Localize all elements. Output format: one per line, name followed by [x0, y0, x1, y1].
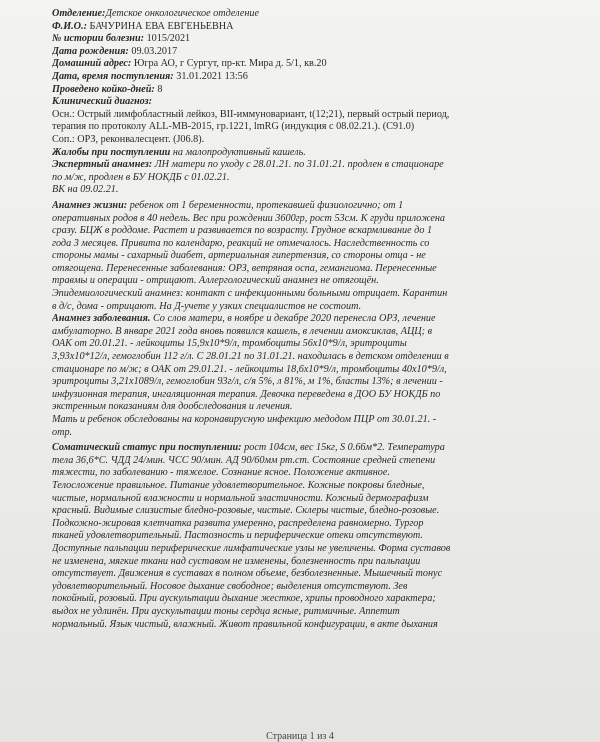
patient-header — [52, 8, 584, 109]
text-line: тканей удовлетворительный. Пастозность и периферические отеки отсутствуют. — [52, 530, 423, 542]
text-line: красный. Видимые слизистые бледно-розовые, чистые. Склеры чистые, бледно-розовые. — [52, 505, 440, 517]
text-line: нормальный. Язык чистый, влажный. Живот правильной конфигурации, в акте дыхания — [52, 618, 438, 630]
text-line: амбулаторно. В январе 2021 года вновь появился кашель, в лечении амоксиклав, АЦЦ; в — [52, 325, 433, 337]
address-line: Домашний адрес: Югра АО, г Сургут, пр-кт. Мира д. 5/1, кв.20 — [52, 58, 327, 70]
diagnosis-line: Соп.: ОРЗ, реконвалесцент. (J06.8). — [52, 133, 205, 145]
text-line: ОАК от 20.01.21. - лейкоциты 15,9х10*9/л, тромбоциты 56х10*9/л, эритроциты — [52, 338, 407, 350]
text-line: стороны мамы - сахарный диабет, артериальная гипертензия, со стороны отца - не — [52, 250, 426, 262]
text-line: эритроциты 3,21х1089/л, гемоглобин 93г/л, с/я 5%, л 81%, м 1%, бласты 13%; в лечении - — [52, 376, 443, 388]
department-line: Отделение:Детское онкологическое отделение — [52, 8, 260, 19]
diagnosis-line: Осн.: Острый лимфобластный лейкоз, BII-иммуновариант, t(12;21), первый острый период, — [52, 108, 450, 120]
diagnosis-block — [52, 109, 584, 147]
case-number-line: № истории болезни: 1015/2021 — [52, 33, 191, 45]
text-line: Мать и ребенок обследованы на коронавирусную инфекцию медодом ПЦР от 30.01.21. - — [52, 414, 437, 425]
text-line: тяжести, по заболеванию - тяжелое. Сознание ясное. Положение активное. — [52, 467, 390, 479]
text-line: ВК на 09.02.21. — [52, 184, 119, 196]
text-line: стационаре по м/ж; в ОАК от 29.01.21. - лейкоциты 18,6х10*9/л, тромбоциты 40х10*9/л, — [52, 363, 447, 375]
expert-anamnesis: Экспертный анамнез: ЛН матери по уходу с 28.01.21. по 31.01.21. продлен в стационаре по м/ж, продлен в БУ НОКДБ с 01.02.21. ВК на 09.02.21. — [52, 159, 584, 197]
text-line: 3,93х10*12/л, гемоглобин 112 г/л. С 28.01.21 по 31.01.21. находилась в детском отделении в — [52, 351, 449, 363]
diagnosis-heading: Клинический диагноз: — [52, 96, 152, 108]
disease-anamnesis: Анамнез заболевания. Со слов матери, в ноябре и декабре 2020 перенесла ОРЗ, лечение амбулаторно. В январе 2021 года вновь появился кашель, в лечении амоксиклав, АЦЦ; в ОАК от 20.01.21. - лейкоциты 15,9х10*9/л, тромбоциты 56х10*9/л, эритроциты 3,93х10*12/л, гемоглобин 112 г/л. С 28.01.21 по 31.01.21. находилась в детском отделении в стационаре по м/ж; в ОАК от 29.01.21. - лейкоциты 18,6х10*9/л, тромбоциты 40х10*9/л, эритроциты 3,21х1089/л, гемоглобин 93г/л, с/я 5%, л 81%, м 1%, бласты 13%; в лечении - инфузионная терапия, ингаляционная терапия. Девочка переведена в ДОО БУ НОКДБ по экстренным показаниям для дообследования и лечения. Мать и ребенок обследованы на коронавирусную инфекцию медодом ПЦР от 30.01.21. - отр. — [52, 313, 584, 439]
text-line: Телосложение правильное. Питание удовлетворительное. Кожные покровы бледные, — [52, 479, 425, 491]
text-line: сразу. БЦЖ в роддоме. Растет и развивается по возрасту. Грудное вскармливание до 1 — [52, 225, 433, 237]
text-line: Доступные пальпации периферические лимфатические узлы не увеличены. Форма суставов — [52, 542, 451, 554]
text-line: года 3 месяцев. Привита по календарю, реакций не отмечалось. Наследственность со — [52, 237, 430, 249]
text-line: инфузионная терапия, ингаляционная терапия. Девочка переведена в ДОО БУ НОКДБ по — [52, 388, 441, 400]
text-line: не изменена, мягкие ткани над суставом не изменены, болезненность при пальпации — [52, 555, 421, 567]
text-line: по м/ж, продлен в БУ НОКДБ с 01.02.21. — [52, 171, 230, 183]
text-line: травмы и операции - отрицают. Аллергологический анамнез не отягощён. — [52, 275, 379, 287]
birth-date-line: Дата рождения: 09.03.2017 — [52, 45, 178, 57]
life-anamnesis: Анамнез жизни: ребенок от 1 беременности, протекавшей физиологично; от 1 оперативных родов в 40 недель. Вес при рождении 3600гр, рост 53см. К груди приложена сразу. БЦЖ в роддоме. Растет и развивается по возрасту. Грудное вскармливание до 1 года 3 месяцев. Привита по календарю, реакций не отмечалось. Наследственность со стороны мамы - сахарный диабет, артериальная гипертензия, со стороны отца - не отягощена. Перенесенные заболевания: ОРЗ, ветряная оспа, гемангиома. Перенесенные травмы и операции - отрицают. Аллергологический анамнез не отягощён. Эпидемиологический анамнез: контакт с инфекционными больными отрицает. Карантин в д/с, дома - отрицают. На Д-учете у узких специалистов не состоит. — [52, 200, 584, 313]
text-line: тела 36,6*С. ЧДД 24/мин. ЧСС 90/мин. АД 90/60мм рт.ст. Состояние средней степени — [52, 454, 436, 466]
text-line: удовлетворительный. Носовое дыхание свободное; выделения отсутствуют. Зев — [52, 580, 408, 592]
text-line: Подкожно-жировая клетчатка развита умеренно, распределена равномерно. Тургор — [52, 517, 424, 529]
text-line: отягощена. Перенесенные заболевания: ОРЗ, ветряная оспа, гемангиома. Перенесенные — [52, 262, 437, 274]
text-line: в д/с, дома - отрицают. На Д-учете у узких специалистов не состоит. — [52, 300, 362, 312]
text-line: оперативных родов в 40 недель. Вес при рождении 3600гр, рост 53см. К груди приложена — [52, 212, 445, 224]
complaints-line: Жалобы при поступлении на малопродуктивный кашель. — [52, 146, 306, 158]
text-line: экстренным показаниям для дообследования и лечения. — [52, 401, 293, 413]
patient-name-line: Ф.И.О.: БАЧУРИНА ЕВА ЕВГЕНЬЕВНА — [52, 20, 234, 32]
bed-days-line: Проведено койко-дней: 8 — [52, 83, 163, 95]
text-line: покойный, розовый. При аускультации дыхание жесткое, хрипы проводного характера; — [52, 593, 436, 605]
text-line: чистые, нормальной влажности и нормальной эластичности. Кожный дермографизм — [52, 492, 429, 504]
page-number: Страница 1 из 4 — [266, 731, 334, 742]
text-line: отр. — [52, 426, 73, 438]
diagnosis-line: терапия по протоколу ALL-MB-2015, гр.1221, lmRG (индукция с 08.02.21.). (C91.0) — [52, 121, 415, 133]
text-line: Эпидемиологический анамнез: контакт с инфекционными больными отрицает. Карантин — [52, 288, 448, 300]
admission-line: Дата, время поступления: 31.01.2021 13:56 — [52, 70, 248, 82]
text-line: отсутствует. Движения в суставах в полном объеме, безболезненные. Мышечный тонус — [52, 568, 443, 580]
somatic-status: Соматический статус при поступлении: рост 104см, вес 15кг, S 0.66м*2. Температура тела 36,6*С. ЧДД 24/мин. ЧСС 90/мин. АД 90/60мм рт.ст. Состояние средней степени тяжести, по заболеванию - тяжелое. Сознание ясное. Положение активное. Телосложение правильное. Питание удовлетворительное. Кожные покровы бледные, чистые, нормальной влажности и нормальной эластичности. Кожный дермографизм красный. Видимые слизистые бледно-розовые, чистые. Склеры чистые, бледно-розовые. Подкожно-жировая клетчатка развита умеренно, распределена равномерно. Тургор тканей удовлетворительный. Пастозность и периферические отеки отсутствуют. Доступные пальпации периферические лимфатические узлы не увеличены. Форма суставов не изменена, мягкие ткани над суставом не изменены, болезненность при пальпации отсутствует. Движения в суставах в полном объеме, безболезненные. Мышечный тонус удовлетворительный. Носовое дыхание свободное; выделения отсутствуют. Зев покойный, розовый. При аускультации дыхание жесткое, хрипы проводного характера; выдох не удлинён. При аускультации тоны сердца ясные, ритмичные. Аппетит нормальный. Язык чистый, влажный. Живот правильной конфигурации, в акте дыхания — [52, 442, 584, 631]
text-line: выдох не удлинён. При аускультации тоны сердца ясные, ритмичные. Аппетит — [52, 605, 400, 617]
